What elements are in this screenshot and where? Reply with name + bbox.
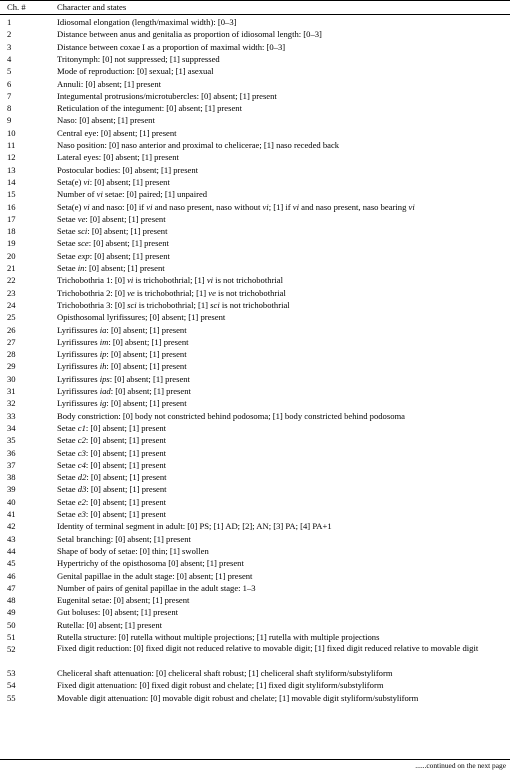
description-text: : [0] absent; [1] present — [86, 484, 167, 495]
description-text: Central eye: [0] absent; [1] present — [57, 127, 177, 138]
character-description — [57, 496, 166, 508]
character-number: 8 — [7, 103, 12, 114]
character-description — [57, 619, 162, 631]
character-description — [57, 692, 418, 704]
character-number: 15 — [7, 189, 16, 200]
italic-seta-name: e2 — [77, 496, 86, 507]
description-text: : [0] absent; [1] present — [106, 398, 187, 409]
italic-seta-name: exp — [77, 250, 90, 261]
description-text: : [0] absent; [1] present — [109, 373, 190, 384]
description-text: Rutella: [0] absent; [1] present — [57, 619, 163, 630]
character-description — [57, 164, 198, 176]
description-text: Mode of reproduction: [0] sexual; [1] asexual — [57, 66, 214, 77]
description-text: : [0] absent; [1] present — [85, 213, 166, 224]
character-number: 42 — [7, 521, 16, 532]
description-text: Trichobothria 3: [0] — [57, 299, 128, 310]
description-text: : [0] absent; [1] present — [85, 459, 167, 470]
description-text: : [0] absent; [1] present — [86, 472, 167, 483]
italic-seta-name: vi — [262, 201, 269, 212]
italic-seta-name: iad — [99, 386, 111, 396]
description-text: : [0] absent; [1] present — [85, 435, 167, 446]
italic-seta-name: vi — [83, 201, 90, 212]
character-number: 6 — [7, 78, 12, 89]
character-description — [57, 78, 161, 90]
italic-seta-name: c2 — [77, 435, 86, 446]
character-number: 47 — [7, 582, 16, 593]
character-description — [57, 274, 283, 286]
description-text: Shape of body of setae: [0] thin; [1] swollen — [57, 545, 209, 556]
character-description — [57, 139, 339, 151]
description-text: and naso: [0] if — [89, 201, 147, 212]
character-number: 17 — [7, 213, 16, 224]
description-text: Cheliceral shaft attenuation: [0] cheliceral shaft robust; [1] cheliceral shaft styliform/substyliform — [57, 668, 393, 679]
italic-seta-name: ih — [99, 361, 107, 372]
italic-seta-name: c3 — [77, 447, 86, 458]
description-text: and naso present, naso without — [152, 201, 263, 212]
description-text: Setae — [57, 250, 78, 261]
italic-seta-name: ips — [99, 373, 110, 384]
description-text: Trichobothria 2: [0] — [57, 287, 128, 298]
character-description — [57, 65, 214, 77]
description-text: Naso: [0] absent; [1] present — [57, 115, 155, 126]
description-text: Hypertrichy of the opisthosoma [0] absent; [1] present — [57, 558, 244, 569]
character-number: 50 — [7, 619, 16, 630]
character-number: 14 — [7, 176, 16, 187]
character-description — [57, 533, 191, 545]
character-description — [57, 373, 190, 385]
character-number: 55 — [7, 692, 16, 703]
description-text: Distance between coxae I as a proportion of maximal width: [0–3] — [57, 41, 286, 52]
description-text: Idiosomal elongation (length/maximal width): [0–3] — [57, 17, 237, 27]
description-text: : [0] absent; [1] present — [110, 386, 191, 396]
character-number: 24 — [7, 299, 16, 310]
description-text: Seta(e) — [57, 201, 84, 212]
character-number: 22 — [7, 275, 16, 286]
description-text: is not trichobothrial — [219, 299, 290, 310]
character-number: 16 — [7, 201, 16, 212]
description-text: : [0] absent; [1] present — [106, 361, 187, 372]
character-number: 10 — [7, 127, 16, 138]
character-description — [57, 594, 189, 606]
character-number: 28 — [7, 349, 16, 360]
character-number: 21 — [7, 263, 16, 273]
description-text: : [0] absent; [1] present — [85, 496, 167, 507]
italic-seta-name: sci — [77, 226, 88, 237]
description-text: Number of pairs of genital papillae in the adult stage: 1–3 — [57, 582, 256, 593]
character-number: 25 — [7, 312, 16, 323]
description-text: is not trichobothrial — [213, 275, 283, 286]
character-description — [57, 287, 286, 299]
description-text: Setae — [57, 238, 78, 249]
description-text: Integumental protrusions/microtubercles: [0] absent; [1] present — [57, 90, 277, 101]
character-description — [57, 188, 207, 200]
character-description — [57, 176, 170, 188]
description-text: Setae — [57, 226, 78, 237]
character-description — [57, 311, 225, 323]
character-number: 23 — [7, 287, 16, 298]
description-text: : [0] absent; [1] present — [84, 263, 165, 273]
description-text: Lyrifissures — [57, 398, 100, 409]
character-description — [57, 570, 252, 582]
description-text: : [0] absent; [1] present — [85, 447, 167, 458]
character-number: 36 — [7, 447, 16, 458]
character-number: 19 — [7, 238, 16, 249]
description-text: : [0] absent; [1] present — [106, 324, 187, 335]
description-text: : [0] absent; [1] present — [85, 422, 167, 433]
description-text: Setae — [57, 263, 78, 273]
character-number: 4 — [7, 53, 12, 64]
character-number: 54 — [7, 680, 16, 691]
character-number: 1 — [7, 17, 12, 27]
character-description — [57, 667, 393, 679]
description-text: Number of — [57, 189, 97, 200]
description-text: : [0] absent; [1] present — [85, 509, 167, 519]
character-number: 26 — [7, 324, 16, 335]
description-text: Setae — [57, 447, 78, 458]
italic-seta-name: ve — [208, 287, 216, 298]
description-text: setae: [0] paired; [1] unpaired — [102, 189, 208, 200]
description-text: Lyrifissures — [57, 324, 100, 335]
italic-seta-name: d2 — [77, 472, 87, 483]
character-description — [57, 434, 166, 446]
character-number: 9 — [7, 115, 12, 126]
italic-seta-name: d3 — [77, 484, 87, 495]
character-number: 11 — [7, 140, 16, 150]
description-text: is trichobothrial; [1] — [136, 299, 211, 310]
italic-seta-name: vi — [292, 201, 299, 212]
character-number: 29 — [7, 361, 16, 372]
description-text: Fixed digit attenuation: [0] fixed digit robust and chelate; [1] fixed digit styliform/substyliform — [57, 680, 384, 691]
description-text: Rutella structure: [0] rutella without multiple projections; [1] rutella with multiple projections — [57, 632, 380, 642]
italic-seta-name: vi — [408, 201, 415, 212]
character-number: 27 — [7, 336, 16, 347]
description-text: ; [1] if — [268, 201, 293, 212]
description-text: Setae — [57, 459, 78, 470]
italic-seta-name: sci — [127, 299, 137, 310]
italic-seta-name: vi — [127, 275, 134, 286]
character-description — [57, 41, 285, 53]
description-text: Seta(e) — [57, 176, 84, 187]
italic-seta-name: ve — [127, 287, 135, 298]
character-description — [57, 16, 236, 28]
italic-seta-name: c4 — [77, 459, 86, 470]
character-description — [57, 471, 167, 483]
character-description — [57, 127, 177, 139]
character-number: 49 — [7, 607, 16, 618]
continued-note: ......continued on the next page — [415, 761, 506, 770]
italic-seta-name: ia — [99, 324, 107, 335]
character-description — [57, 213, 166, 225]
character-number: 5 — [7, 66, 12, 77]
italic-seta-name: vi — [206, 275, 214, 286]
description-text: Identity of terminal segment in adult: [0] PS; [1] AD; [2]; AN; [3] PA; [4] PA+1 — [57, 521, 332, 532]
italic-seta-name: vi — [146, 201, 153, 212]
character-description — [57, 201, 415, 213]
description-text: and naso present, naso bearing — [299, 201, 409, 212]
character-number: 51 — [7, 632, 16, 642]
description-text: : [0] absent; [1] present — [106, 349, 187, 360]
character-description — [57, 679, 384, 691]
character-number: 31 — [7, 386, 16, 396]
italic-seta-name: sce — [77, 238, 89, 249]
description-text: : [0] absent; [1] present — [87, 226, 168, 237]
header-ch-number: Ch. # — [7, 2, 26, 12]
description-text: : [0] absent; [1] present — [89, 250, 170, 261]
italic-seta-name: e3 — [77, 509, 86, 519]
description-text: Postocular bodies: [0] absent; [1] present — [57, 164, 199, 175]
description-text: Fixed digit reduction: [0] fixed digit not reduced relative to movable digit; [1] fixed digit reduced relative to movable digit — [57, 643, 479, 654]
description-text: Setae — [57, 496, 78, 507]
description-text: : [0] absent; [1] present — [108, 336, 189, 347]
character-description — [57, 459, 166, 471]
character-number: 53 — [7, 668, 16, 679]
character-description — [57, 53, 220, 65]
character-description — [57, 114, 155, 126]
character-description — [57, 324, 187, 336]
character-description — [57, 237, 169, 249]
character-description — [57, 102, 242, 114]
character-number: 44 — [7, 545, 16, 556]
character-description — [57, 447, 166, 459]
description-text: Naso position: [0] naso anterior and proximal to chelicerae; [1] naso receded back — [57, 140, 340, 150]
character-description — [57, 422, 166, 434]
italic-seta-name: ig — [99, 398, 107, 409]
description-text: Distance between anus and genitalia as proportion of idiosomal length: [0–3] — [57, 29, 322, 40]
character-description — [57, 262, 165, 274]
italic-seta-name: sci — [210, 299, 220, 310]
character-number: 33 — [7, 410, 16, 421]
description-text: is trichobothrial; [1] — [133, 275, 207, 286]
character-number: 20 — [7, 250, 16, 261]
character-number: 40 — [7, 496, 16, 507]
description-text: Reticulation of the integument: [0] absent; [1] present — [57, 103, 242, 114]
character-number: 35 — [7, 435, 16, 446]
italic-seta-name: ip — [99, 349, 107, 360]
description-text: Lyrifissures — [57, 361, 100, 372]
description-text: Annuli: [0] absent; [1] present — [57, 78, 162, 89]
character-number: 43 — [7, 533, 16, 544]
character-number: 12 — [7, 152, 16, 163]
description-text: Trichobothria 1: [0] — [57, 275, 128, 286]
description-text: Setae — [57, 484, 78, 495]
character-description — [57, 545, 209, 557]
character-number: 39 — [7, 484, 16, 495]
character-description — [57, 360, 187, 372]
character-number: 37 — [7, 459, 16, 470]
character-description — [57, 410, 405, 422]
header-character-and-states: Character and states — [57, 2, 127, 12]
character-number: 18 — [7, 226, 16, 237]
character-description — [57, 299, 290, 311]
character-number: 52 — [7, 644, 16, 655]
description-text: Setal branching: [0] absent; [1] present — [57, 533, 191, 544]
character-description — [57, 28, 322, 40]
character-description — [57, 520, 332, 532]
character-number: 46 — [7, 570, 16, 581]
description-text: Setae — [57, 422, 78, 433]
character-description — [57, 250, 170, 262]
italic-seta-name: ve — [77, 213, 86, 224]
description-text: Lyrifissures — [57, 349, 100, 360]
description-text: Setae — [57, 213, 78, 224]
description-text: Lyrifissures — [57, 386, 100, 396]
character-number: 38 — [7, 472, 16, 483]
description-text: Movable digit attenuation: [0] movable digit robust and chelate; [1] movable digit styliform/substyliform — [57, 692, 419, 703]
character-description — [57, 508, 166, 520]
description-text: Tritonymph: [0] not suppressed; [1] suppressed — [57, 53, 220, 64]
description-text: : [0] absent; [1] present — [89, 176, 170, 187]
description-text: : [0] absent; [1] present — [88, 238, 169, 249]
character-description — [57, 582, 256, 594]
description-text: Setae — [57, 472, 78, 483]
character-number: 30 — [7, 373, 16, 384]
description-text: Lyrifissures — [57, 373, 100, 384]
character-number: 32 — [7, 398, 16, 409]
character-description — [57, 631, 379, 643]
character-description — [57, 557, 244, 569]
description-text: Lyrifissures — [57, 336, 100, 347]
character-description — [57, 336, 189, 348]
character-number: 2 — [7, 29, 12, 40]
table-header-rule — [0, 14, 510, 15]
description-text: Gut boluses: [0] absent; [1] present — [57, 607, 179, 618]
character-description — [57, 483, 167, 495]
character-number: 48 — [7, 595, 16, 606]
character-number: 45 — [7, 558, 16, 569]
character-number: 3 — [7, 41, 12, 52]
character-description — [57, 151, 179, 163]
character-description — [57, 90, 277, 102]
description-text: Eugenital setae: [0] absent; [1] present — [57, 595, 190, 606]
description-text: Setae — [57, 509, 78, 519]
character-description — [57, 397, 187, 409]
table-bottom-rule — [0, 759, 510, 760]
character-number: 34 — [7, 422, 16, 433]
italic-seta-name: vi — [83, 176, 90, 187]
italic-seta-name: in — [77, 263, 85, 273]
character-description — [57, 385, 191, 397]
description-text: is trichobothrial; [1] — [134, 287, 209, 298]
description-text: Body constriction: [0] body not constricted behind podosoma; [1] body constricted behind podosoma — [57, 410, 405, 421]
character-description — [57, 606, 178, 618]
italic-seta-name: c1 — [77, 422, 86, 433]
character-description — [57, 643, 507, 655]
description-text: Opisthosomal lyrifissures; [0] absent; [1] present — [57, 312, 226, 323]
character-number: 41 — [7, 509, 16, 519]
character-number: 7 — [7, 90, 12, 101]
description-text: Lateral eyes: [0] absent; [1] present — [57, 152, 179, 163]
character-number: 13 — [7, 164, 16, 175]
description-text: Setae — [57, 435, 78, 446]
character-description — [57, 348, 187, 360]
character-description — [57, 225, 168, 237]
description-text: is not trichobothrial — [215, 287, 286, 298]
description-text: Genital papillae in the adult stage: [0] absent; [1] present — [57, 570, 253, 581]
italic-seta-name: vi — [96, 189, 103, 200]
italic-seta-name: im — [99, 336, 109, 347]
